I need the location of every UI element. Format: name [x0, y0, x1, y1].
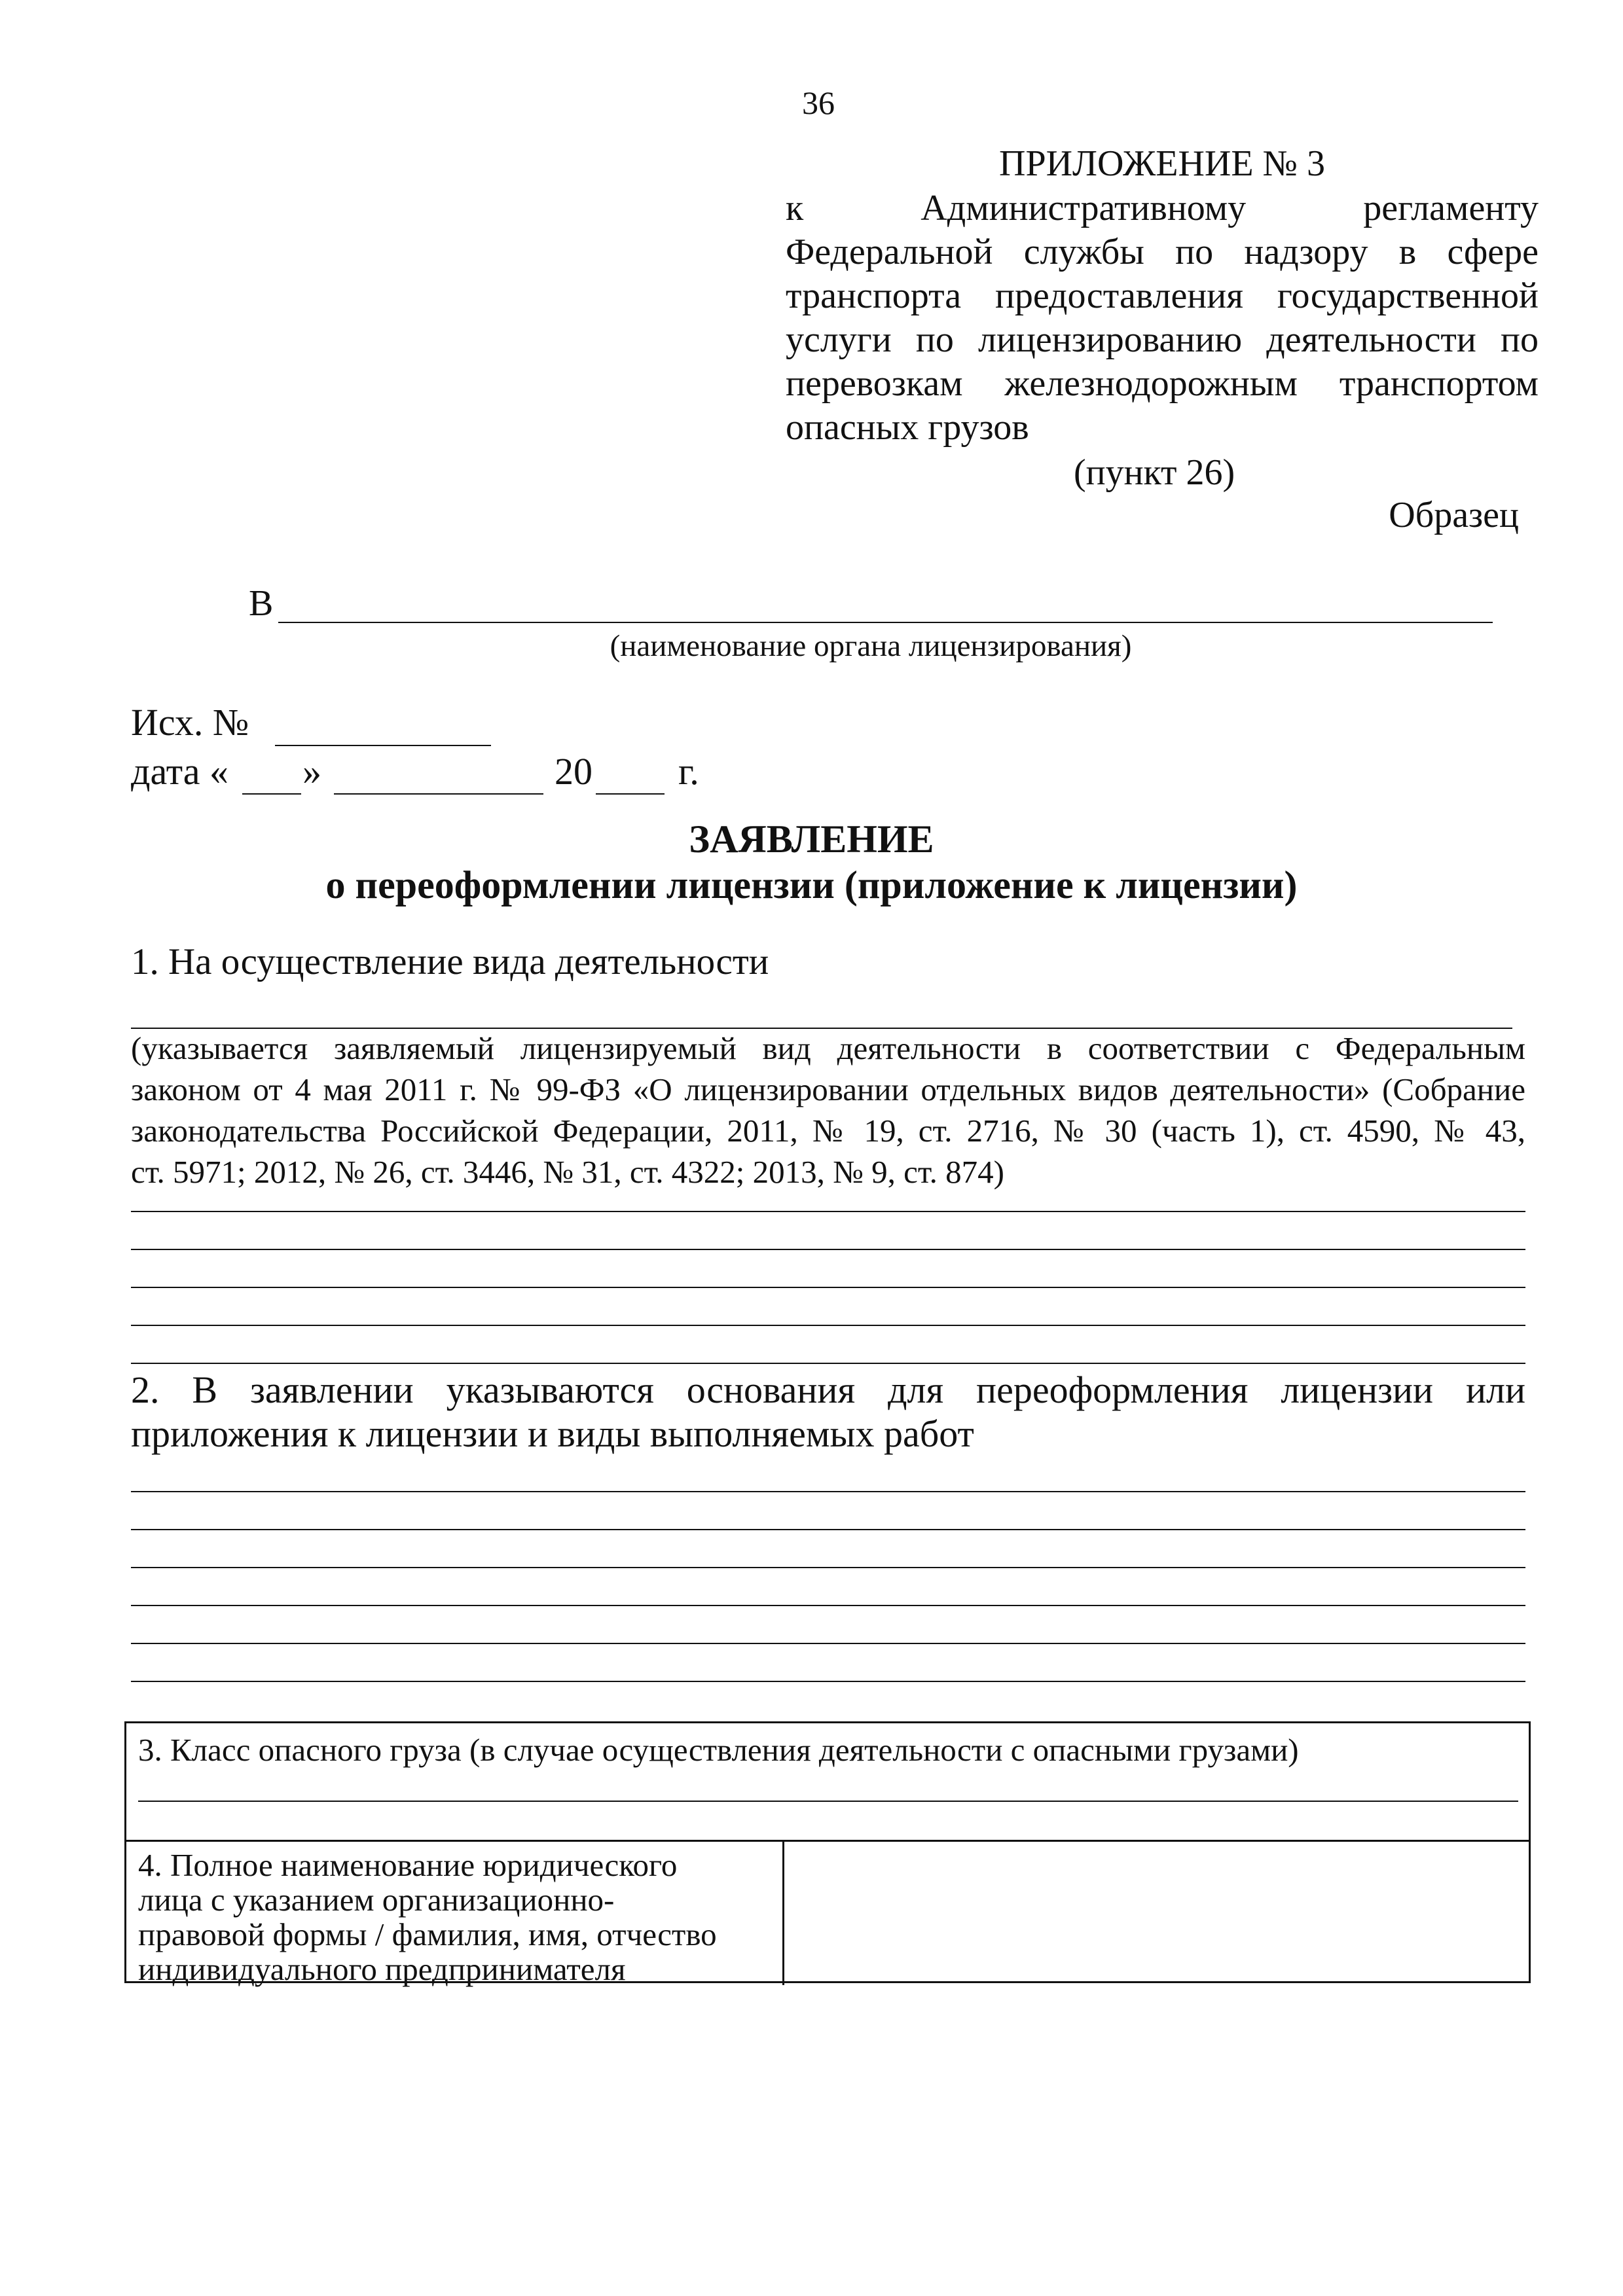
section-2-text	[131, 1368, 1525, 1456]
addressee-caption: (наименование органа лицензирования)	[610, 629, 1132, 663]
date-label: дата «	[131, 750, 229, 793]
addressee-prefix: В	[249, 583, 274, 624]
date-year-field[interactable]	[596, 793, 665, 795]
appendix-point: (пункт 26)	[1074, 452, 1235, 493]
date-close-quote: »	[302, 750, 321, 793]
appendix-line: услуги по лицензированию деятельности по	[786, 319, 1539, 360]
appendix-line: перевозкам железнодорожным транспортом	[786, 363, 1539, 404]
appendix-line: транспорта предоставления государственной	[786, 276, 1539, 316]
outgoing-number-field[interactable]	[275, 745, 491, 746]
applicant-name-label-line: правовой формы / фамилия, имя, отчество	[138, 1916, 717, 1952]
sample-mark: Образец	[1389, 495, 1519, 535]
section-2-line: 2. В заявлении указываются основания для переоформления лицензии или	[131, 1369, 1525, 1411]
table-row-applicant-name	[126, 1840, 1529, 1985]
section-1-blank-line[interactable]	[131, 1211, 1525, 1212]
section-2-blank-line[interactable]	[131, 1567, 1525, 1568]
applicant-name-value-cell[interactable]	[784, 1840, 1529, 1985]
section-1-blank-line[interactable]	[131, 1249, 1525, 1250]
cargo-class-label: 3. Класс опасного груза (в случае осуществления деятельности с опасными грузами)	[138, 1732, 1299, 1768]
note-line: ст. 5971; 2012, № 26, ст. 3446, № 31, ст. 4322; 2013, № 9, ст. 874)	[131, 1154, 1004, 1190]
outgoing-number-label: Исх. №	[131, 701, 249, 744]
appendix-reference	[786, 187, 1539, 450]
section-2-line: приложения к лицензии и виды выполняемых работ	[131, 1412, 974, 1455]
section-2-blank-line[interactable]	[131, 1681, 1525, 1682]
appendix-title: ПРИЛОЖЕНИЕ № 3	[999, 143, 1325, 184]
applicant-name-label-line: индивидуального предпринимателя	[138, 1951, 626, 1987]
date-year-suffix: г.	[678, 750, 699, 793]
applicant-table	[124, 1721, 1531, 1987]
section-2-blank-line[interactable]	[131, 1605, 1525, 1606]
date-year-prefix: 20	[555, 750, 593, 793]
appendix-line: опасных грузов	[786, 407, 1029, 448]
addressee-field-line[interactable]	[278, 622, 1493, 623]
date-month-field[interactable]	[334, 793, 543, 795]
date-day-field[interactable]	[242, 793, 301, 795]
table-row-cargo-class	[126, 1723, 1529, 1842]
section-1-note	[131, 1028, 1525, 1193]
applicant-name-label	[138, 1848, 780, 1986]
cargo-class-field-line[interactable]	[138, 1801, 1518, 1802]
applicant-name-label-line: лица с указанием организационно-	[138, 1882, 615, 1918]
note-line: законодательства Российской Федерации, 2011, № 19, ст. 2716, № 30 (часть 1), ст. 4590, № 43,	[131, 1113, 1525, 1149]
appendix-line: к Административному регламенту	[786, 188, 1539, 228]
applicant-name-label-line: 4. Полное наименование юридического	[138, 1847, 678, 1883]
section-1-blank-line[interactable]	[131, 1325, 1525, 1326]
document-subtitle: о переоформлении лицензии (приложение к лицензии)	[325, 863, 1298, 906]
section-2-blank-line[interactable]	[131, 1491, 1525, 1492]
section-2-blank-line[interactable]	[131, 1529, 1525, 1530]
appendix-line: Федеральной службы по надзору в сфере	[786, 232, 1539, 272]
section-1-blank-line[interactable]	[131, 1363, 1525, 1364]
section-2-blank-line[interactable]	[131, 1643, 1525, 1644]
section-1-blank-line[interactable]	[131, 1287, 1525, 1288]
note-line: (указывается заявляемый лицензируемый вид деятельности в соответствии с Федеральным	[131, 1030, 1525, 1066]
note-line: законом от 4 мая 2011 г. № 99-ФЗ «О лицензировании отдельных видов деятельности» (Собрание	[131, 1071, 1525, 1107]
page-number: 36	[802, 84, 835, 121]
document-title: ЗАЯВЛЕНИЕ	[689, 817, 934, 861]
section-1-label: 1. На осуществление вида деятельности	[131, 941, 769, 982]
